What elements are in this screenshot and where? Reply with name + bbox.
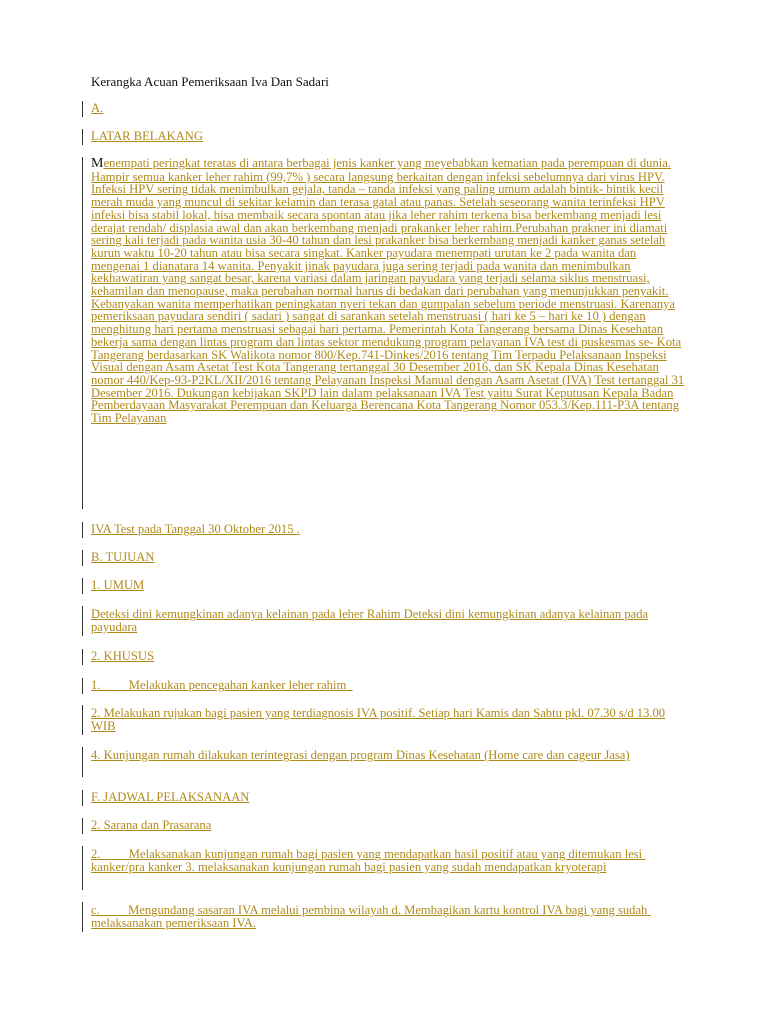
revision-bar — [82, 678, 83, 694]
section-label-a: A. — [91, 101, 104, 115]
revision-bar — [82, 818, 83, 834]
khusus-item-2: 2. Melakukan rujukan bagi pasien yang terdiagnosis IVA positif. Setiap hari Kamis dan Sabtu pkl. 07.30 s/d 13.00 WIB — [91, 706, 666, 733]
revision-bar — [82, 157, 83, 509]
heading-khusus: 2. KHUSUS — [91, 649, 154, 663]
revision-bar — [82, 846, 83, 890]
revision-bar — [82, 129, 83, 145]
background-paragraph: Menempati peringkat teratas di antara berbagai jenis kanker yang meyebabkan kematian pada perempuan di dunia. Hampir semua kanker leher rahim (99,7% ) secara langsung berkaitan dengan infeksi sebelumnya dari virus HPV. Infeksi HPV sering tidak menimbulkan gejala, tanda – tanda infeksi yang paling umum adalah bintik- bintik kecil merah muda yang muncul di sekitar kelamin dan terasa gatal atau panas. Setelah seseorang wanita terinfeksi HPV infeksi bisa stabil lokal, bisa membaik secara spontan atau jika leher rahim terkena bisa berkembang menjadi lesi derajat rendah/ displasia awal dan akan berkembang menjadi prakanker leher rahim.Perubahan prakner ini diamati sering kali terjadi pada wanita usia 30-40 tahun dan lesi prakanker bisa berkembang menjadi kanker ganas setelah kurun waktu 10-20 tahun atau bisa secara singkat. Kanker payudara menempati urutan ke 2 pada wanita dan mengenai 1 dianatara 14 wanita. Penyakit jinak payudara juga sering terjadi pada wanita dan menimbulkan kekhawatiran yang sangat besar, karena variasi dalam jaringan payudara yang terjadi selama siklus menstruasi, kehamilan dan menopause, maka perubahan normal harus di bedakan dari perubahan yang menunjukkan penyakit. Kebanyakan wanita memperhatikan peningkatan nyeri tekan dan gumpalan sebelum periode menstruasi. Karenanya pemeriksaan payudara sendiri ( sadari ) sangat di sarankan setelah menstruasi ( hari ke 5 – hari ke 10 ) dengan menghitung hari pertama menstruasi sebagai hari pertama. Pemerintah Kota Tangerang bersama Dinas Kesehatan bekerja sama dengan lintas program dan lintas sektor mendukung program pelayanan IVA test di puskesmas se- Kota Tangerang berdasarkan SK Walikota nomor 800/Kep.741-Dinkes/2016 tentang Tim Terpadu Pelaksanaan Inspeksi Visual dengan Asam Asetat Test Kota Tangerang tertanggal 30 Desember 2016, dan SK Kepala Dinas Kesehatan nomor 440/Kep-93-P2KL/XII/2016 tentang Pelayanan Inspeksi Manual dengan Asam Asetat (IVA) Test tertanggal 31 Desember 2016. Dukungan kebijakan SKPD lain dalam pelaksanaan IVA Test yaitu Surat Keputusan Kepala Badan Pemberdayaan Masyarakat Perempuan dan Keluarga Berencana Kota Tangerang Nomor 053.3/Kep.111-P3A tentang Tim Pelayanan — [91, 156, 685, 426]
revision-bar — [82, 550, 83, 566]
revision-bar — [82, 101, 83, 117]
sarana-item-2: 2. Melaksanakan kunjungan rumah bagi pasien yang mendapatkan hasil positif atau yang ditemukan lesi kanker/pra kanker 3. melaksanakan kunjungan rumah bagi pasien yang sudah mendapatkan kryoterapi — [91, 847, 646, 874]
heading-sarana: 2. Sarana dan Prasarana — [91, 818, 212, 832]
revision-bar — [82, 606, 83, 636]
revision-bar — [82, 902, 83, 932]
revision-bar — [82, 747, 83, 777]
revision-bar — [82, 522, 83, 538]
sarana-item-c: c. Mengundang sasaran IVA melalui pembina wilayah d. Membagikan kartu kontrol IVA bagi yang sudah melaksanakan pemeriksaan IVA. — [91, 903, 651, 930]
revision-bar — [82, 649, 83, 665]
khusus-item-1: 1. Melakukan pencegahan kanker leher rahim — [91, 678, 353, 692]
iva-test-date: IVA Test pada Tanggal 30 Oktober 2015 . — [91, 522, 300, 536]
revision-bar — [82, 705, 83, 735]
heading-jadwal: F. JADWAL PELAKSANAAN — [91, 790, 250, 804]
umum-paragraph: Deteksi dini kemungkinan adanya kelainan pada leher Rahim Deteksi dini kemungkinan adanya kelainan pada payudara — [91, 607, 649, 634]
heading-latar-belakang: LATAR BELAKANG — [91, 129, 203, 143]
heading-umum: 1. UMUM — [91, 578, 145, 592]
revision-bar — [82, 790, 83, 806]
revision-bar — [82, 578, 83, 594]
document-title: Kerangka Acuan Pemeriksaan Iva Dan Sadari — [91, 74, 329, 89]
heading-tujuan: B. TUJUAN — [91, 550, 155, 564]
khusus-item-4: 4. Kunjungan rumah dilakukan terintegrasi dengan program Dinas Kesehatan (Home care dan cageur Jasa) — [91, 748, 630, 762]
